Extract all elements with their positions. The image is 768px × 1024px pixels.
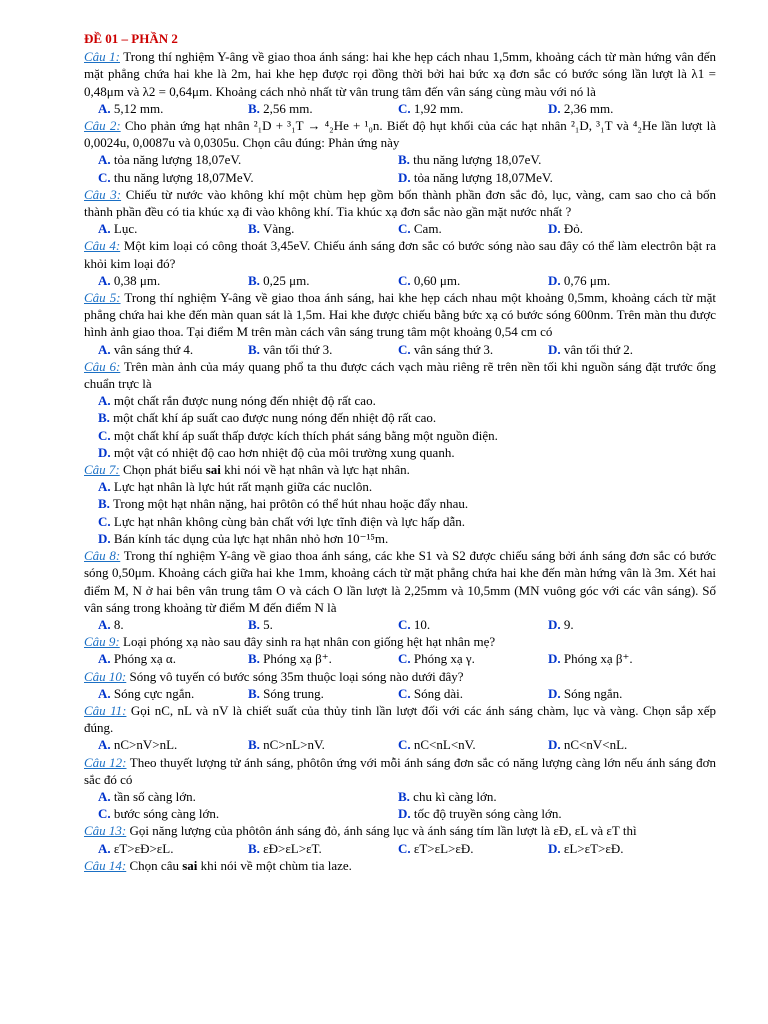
option-a: A. Phóng xạ α. — [98, 651, 176, 667]
option-a: A. Sóng cực ngắn. — [98, 685, 195, 701]
question-label: Câu 6: — [84, 358, 121, 374]
option-c: C. vân sáng thứ 3. — [398, 341, 494, 357]
option-d: D. 2,36 mm. — [548, 100, 614, 116]
option-c: C. bước sóng càng lớn. — [98, 806, 220, 822]
emphasis-sai: sai — [182, 857, 198, 873]
emphasis-sai: sai — [205, 462, 221, 478]
option-a: A. tỏa năng lượng 18,07eV. — [98, 152, 242, 168]
option-d: D. vân tối thứ 2. — [548, 341, 634, 357]
question-text: Gọi nC, nL và nV là chiết suất của thủy tinh lần lượt đối với các ánh sáng chàm, lục và vàng. Chọn sắp xếp đúng. — [84, 702, 716, 736]
options-2 — [84, 151, 716, 185]
option-c: C. Cam. — [398, 221, 442, 237]
options-8 — [84, 616, 716, 633]
option-d: D. Đỏ. — [548, 221, 584, 237]
option-d: D. nC<nV<nL. — [548, 737, 628, 753]
option-d: D. 9. — [548, 616, 574, 632]
options-11 — [84, 736, 716, 753]
option-b: B. εĐ>εL>εT. — [248, 840, 322, 856]
option-b: B. chu kì càng lớn. — [398, 788, 497, 804]
option-b: B. thu năng lượng 18,07eV. — [398, 152, 542, 168]
option-b: B. một chất khí áp suất cao được nung nóng đến nhiệt độ rất cao. — [98, 410, 437, 426]
options-4 — [84, 272, 716, 289]
options-6 — [84, 392, 716, 461]
option-d: D. εL>εT>εĐ. — [548, 840, 624, 856]
question-3 — [84, 186, 716, 220]
option-d: D. tỏa năng lượng 18,07MeV. — [398, 169, 553, 185]
option-d: D. tốc độ truyền sóng càng lớn. — [398, 806, 562, 822]
option-a: A. một chất rắn được nung nóng đến nhiệt độ rất cao. — [98, 393, 376, 409]
option-c: C. Sóng dài. — [398, 685, 464, 701]
question-text: Loại phóng xạ nào sau đây sinh ra hạt nhân con giống hệt hạt nhân mẹ? — [123, 634, 496, 650]
question-11 — [84, 702, 716, 736]
question-label: Câu 14: — [84, 857, 127, 873]
question-6 — [84, 358, 716, 392]
option-a: A. Lục. — [98, 221, 138, 237]
option-a: A. 8. — [98, 616, 124, 632]
question-5 — [84, 289, 716, 341]
option-b: B. Sóng trung. — [248, 685, 324, 701]
options-7 — [84, 478, 716, 547]
option-b: B. 0,25 μm. — [248, 272, 310, 288]
option-b: B. 2,56 mm. — [248, 100, 313, 116]
question-label: Câu 2: — [84, 118, 121, 134]
option-b: B. nC>nL>nV. — [248, 737, 325, 753]
option-c: C. 1,92 mm. — [398, 100, 464, 116]
question-label: Câu 10: — [84, 668, 127, 684]
option-d: D. Bán kính tác dụng của lực hạt nhân nhỏ hơn 10⁻¹⁵m. — [98, 530, 389, 546]
question-text: Sóng vô tuyến có bước sóng 35m thuộc loại sóng nào dưới đây? — [129, 668, 464, 684]
option-c: C. Lực hạt nhân không cùng bản chất với lực tĩnh điện và lực hấp dẫn. — [98, 513, 465, 529]
question-10 — [84, 668, 716, 685]
option-d: D. Sóng ngắn. — [548, 685, 623, 701]
option-c: C. Phóng xạ γ. — [398, 651, 475, 667]
question-text: Theo thuyết lượng tử ánh sáng, phôtôn ứng với mỗi ánh sáng đơn sắc có năng lượng càng lớn nếu ánh sáng đơn sắc đó có — [84, 754, 717, 787]
option-a: A. 5,12 mm. — [98, 100, 164, 116]
option-a: A. nC>nV>nL. — [98, 737, 178, 753]
option-d: D. Phóng xạ β⁺. — [548, 651, 633, 667]
question-label: Câu 11: — [84, 702, 127, 718]
option-b: B. Phóng xạ β⁺. — [248, 651, 332, 667]
question-text: Cho phản ứng hạt nhân ²₁D + ³₁T → ⁴₂He + ¹₀n. Biết độ hụt khối của các hạt nhân ²₁D, ³₁T và ⁴₂He lần lượt là 0,0024u, 0,0087u và 0,0305u. Chọn câu đúng: Phản ứng này — [84, 118, 716, 151]
question-9 — [84, 633, 716, 650]
question-text: Trong thí nghiệm Y-âng về giao thoa ánh sáng, các khe S1 và S2 được chiếu sáng bởi ánh sáng đơn sắc có bước sóng 0,50μm. Khoảng cách giữa hai khe 1mm, khoảng cách từ mặt phẳng chứa hai khe đến màn hứng vân là 3m. Xét hai điểm M, N ở hai bên vân trung tâm O và cách O lần lượt là 2,25mm và 10,5mm (MN vuông góc với các vân sáng). Số vân sáng trong khoảng từ điểm M đến điểm N là — [84, 548, 716, 615]
option-b: B. Vàng. — [248, 221, 295, 237]
options-10 — [84, 685, 716, 702]
question-text: Trên màn ảnh của máy quang phổ ta thu được cách vạch màu riêng rẽ trên nền tối khi nguồn sáng đặt trước ống chuẩn trực là — [84, 358, 717, 392]
question-label: Câu 1: — [84, 49, 120, 65]
option-a: A. εT>εĐ>εL. — [98, 840, 174, 856]
question-2 — [84, 117, 716, 151]
question-label: Câu 12: — [84, 754, 127, 770]
question-label: Câu 7: — [84, 462, 120, 478]
options-5 — [84, 341, 716, 358]
option-a: A. Lực hạt nhân là lực hút rất mạnh giữa các nuclôn. — [98, 479, 373, 495]
option-c: C. một chất khí áp suất thấp được kích thích phát sáng bằng một nguồn điện. — [98, 427, 498, 443]
option-c: C. thu năng lượng 18,07MeV. — [98, 169, 254, 185]
option-c: C. 0,60 μm. — [398, 272, 461, 288]
question-label: Câu 8: — [84, 548, 121, 564]
question-13 — [84, 822, 716, 839]
question-label: Câu 3: — [84, 186, 122, 202]
option-c: C. 10. — [398, 616, 431, 632]
option-b: B. Trong một hạt nhân nặng, hai prôtôn có thể hút nhau hoặc đẩy nhau. — [98, 496, 469, 512]
option-c: C. nC<nL<nV. — [398, 737, 476, 753]
question-8 — [84, 547, 716, 616]
question-label: Câu 5: — [84, 290, 121, 306]
option-a: A. tần số càng lớn. — [98, 788, 196, 804]
option-d: D. một vật có nhiệt độ cao hơn nhiệt độ của môi trường xung quanh. — [98, 444, 455, 460]
page-title: ĐỀ 01 – PHẦN 2 — [84, 31, 178, 46]
question-text: Chiếu từ nước vào không khí một chùm hẹp gồm bốn thành phần đơn sắc đỏ, lục, vàng, cam sao cho cả bốn thành phần đều có tia khúc xạ đi vào không khí. Tia khúc xạ đơn sắc nào gần mặt nước nhất ? — [84, 186, 717, 220]
option-d: D. 0,76 μm. — [548, 272, 611, 288]
options-12 — [84, 788, 716, 822]
options-1 — [84, 100, 716, 117]
question-12 — [84, 754, 716, 788]
option-b: B. 5. — [248, 616, 273, 632]
question-7: Câu 7: Chọn phát biểu sai khi nói về hạt nhân và lực hạt nhân. — [84, 462, 410, 478]
question-label: Câu 13: — [84, 823, 127, 839]
options-9 — [84, 650, 716, 667]
options-3 — [84, 220, 716, 237]
question-1 — [84, 48, 716, 100]
question-4 — [84, 237, 716, 271]
question-text: Một kim loại có công thoát 3,45eV. Chiếu ánh sáng đơn sắc có bước sóng nào sau đây có thể làm electrôn bật ra khỏi kim loại đó? — [84, 238, 717, 271]
options-13 — [84, 840, 716, 857]
question-14: Câu 14: Chọn câu sai khi nói về một chùm tia laze. — [84, 857, 352, 873]
question-label: Câu 9: — [84, 634, 120, 650]
question-text: Gọi năng lượng của phôtôn ánh sáng đỏ, ánh sáng lục và ánh sáng tím lần lượt là εĐ, εL và εT thì — [129, 823, 637, 839]
option-a: A. vân sáng thứ 4. — [98, 341, 194, 357]
question-label: Câu 4: — [84, 238, 121, 254]
question-text: Trong thí nghiệm Y-âng về giao thoa ánh sáng, hai khe hẹp cách nhau một khoảng 0,5mm, khoảng cách từ mặt phẳng chứa hai khe đến màn quan sát là 1,5m. Hai khe được chiếu bằng bức xạ có bước sóng 600nm. Trên màn thu được hình ảnh giao thoa. Tại điểm M trên màn cách vân sáng trung tâm một khoảng 0,54 cm có — [84, 290, 716, 340]
option-a: A. 0,38 μm. — [98, 272, 161, 288]
option-b: B. vân tối thứ 3. — [248, 341, 333, 357]
question-text: Trong thí nghiệm Y-âng về giao thoa ánh sáng: hai khe hẹp cách nhau 1,5mm, khoảng cách từ màn hứng vân đến mặt phẳng chứa hai khe là 2m, hai khe hẹp được rọi đồng thời bởi hai bức xạ đơn sắc có bước sóng lần lượt là λ1 = 0,48μm và λ2 = 0,64μm. Khoảng cách nhỏ nhất từ vân trung tâm đến vân sáng cùng màu với nó là — [84, 49, 716, 99]
option-c: C. εT>εL>εĐ. — [398, 840, 474, 856]
